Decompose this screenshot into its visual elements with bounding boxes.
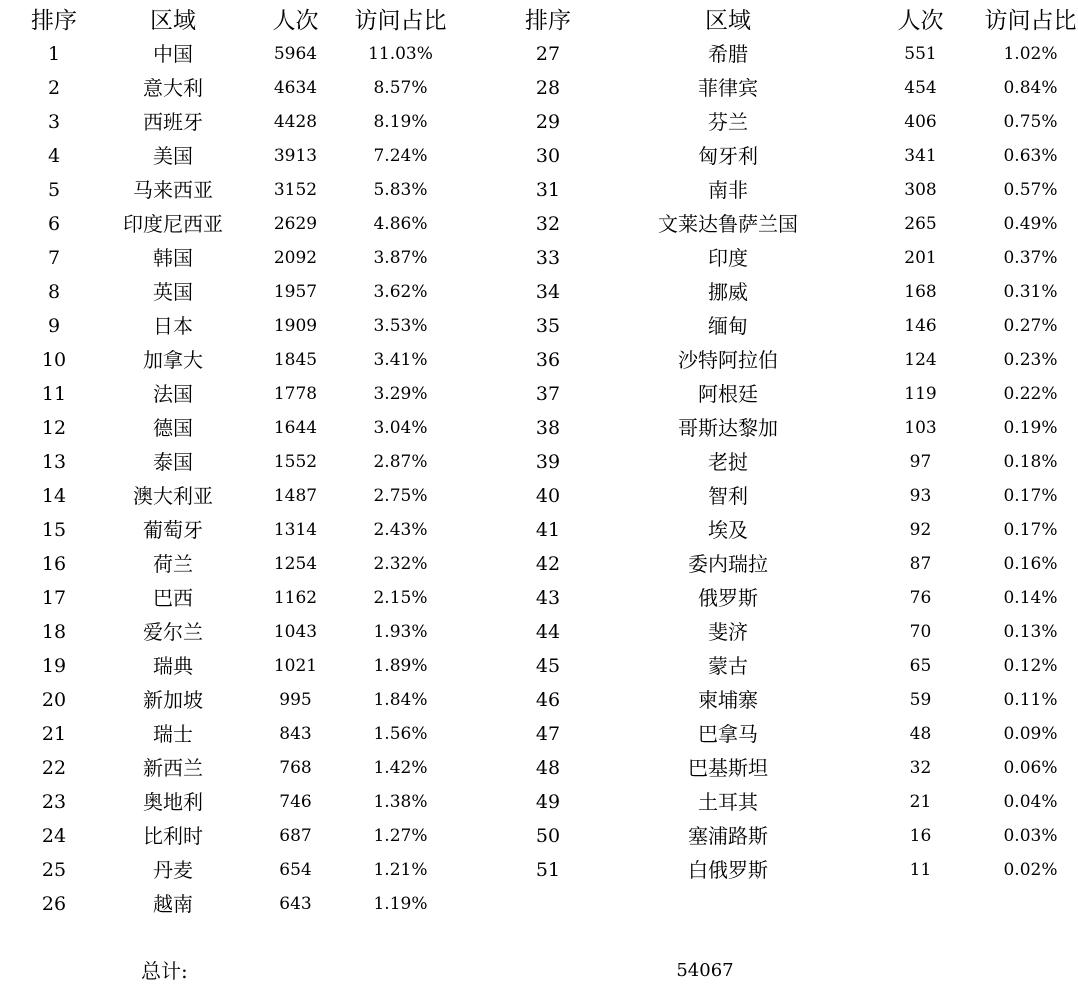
share-cell: 3.62% [373, 282, 428, 302]
region-cell: 南非 [708, 178, 748, 202]
rank-cell: 19 [41, 655, 67, 677]
rank-cell: 6 [47, 213, 61, 235]
rank-cell: 11 [41, 383, 67, 405]
region-cell: 印度 [708, 246, 748, 270]
count-cell: 1957 [273, 282, 318, 302]
rank-cell: 48 [535, 757, 561, 779]
rank-cell: 47 [535, 723, 561, 745]
share-cell: 0.19% [1003, 418, 1058, 438]
header-rank: 排序 [31, 8, 77, 34]
count-cell: 3152 [273, 180, 318, 200]
share-cell: 0.13% [1003, 622, 1058, 642]
total-value: 54067 [676, 960, 734, 981]
region-cell: 韩国 [153, 246, 193, 270]
count-cell: 168 [904, 282, 937, 302]
region-cell: 委内瑞拉 [688, 552, 768, 576]
share-cell: 1.89% [373, 656, 428, 676]
rank-cell: 44 [535, 621, 561, 643]
rank-cell: 38 [535, 417, 561, 439]
count-cell: 654 [279, 860, 312, 880]
count-cell: 146 [904, 316, 937, 336]
rank-cell: 12 [41, 417, 67, 439]
region-cell: 美国 [153, 144, 193, 168]
region-cell: 缅甸 [708, 314, 748, 338]
rank-cell: 20 [41, 689, 67, 711]
share-cell: 0.27% [1003, 316, 1058, 336]
region-cell: 丹麦 [153, 858, 193, 882]
share-cell: 2.87% [373, 452, 428, 472]
rank-cell: 46 [535, 689, 561, 711]
region-cell: 瑞典 [153, 654, 193, 678]
share-cell: 0.84% [1003, 78, 1058, 98]
rank-cell: 15 [41, 519, 67, 541]
rank-cell: 30 [535, 145, 561, 167]
share-cell: 0.63% [1003, 146, 1058, 166]
count-cell: 1487 [273, 486, 318, 506]
share-cell: 1.19% [373, 894, 428, 914]
count-cell: 406 [904, 112, 937, 132]
rank-cell: 32 [535, 213, 561, 235]
count-cell: 341 [904, 146, 937, 166]
rank-cell: 31 [535, 179, 561, 201]
region-cell: 新加坡 [143, 688, 203, 712]
region-cell: 斐济 [708, 620, 748, 644]
region-cell: 荷兰 [153, 552, 193, 576]
count-cell: 1254 [273, 554, 318, 574]
share-cell: 3.41% [373, 350, 428, 370]
share-cell: 0.75% [1003, 112, 1058, 132]
rank-cell: 49 [535, 791, 561, 813]
share-cell: 0.17% [1003, 520, 1058, 540]
count-cell: 201 [904, 248, 937, 268]
rank-cell: 9 [47, 315, 61, 337]
share-cell: 8.57% [373, 78, 428, 98]
count-cell: 308 [904, 180, 937, 200]
share-cell: 1.38% [373, 792, 428, 812]
share-cell: 1.27% [373, 826, 428, 846]
region-cell: 泰国 [153, 450, 193, 474]
region-cell: 印度尼西亚 [123, 212, 223, 236]
count-cell: 1021 [273, 656, 318, 676]
region-cell: 沙特阿拉伯 [678, 348, 778, 372]
region-cell: 巴拿马 [698, 722, 758, 746]
share-cell: 0.18% [1003, 452, 1058, 472]
rank-cell: 28 [535, 77, 561, 99]
region-cell: 挪威 [708, 280, 748, 304]
region-cell: 希腊 [708, 42, 748, 66]
region-cell: 文莱达鲁萨兰国 [658, 212, 798, 236]
rank-cell: 8 [47, 281, 61, 303]
region-cell: 柬埔寨 [698, 688, 758, 712]
count-cell: 643 [279, 894, 312, 914]
share-cell: 0.11% [1003, 690, 1058, 710]
share-cell: 1.02% [1003, 44, 1058, 64]
share-cell: 7.24% [373, 146, 428, 166]
region-cell: 德国 [153, 416, 193, 440]
rank-cell: 42 [535, 553, 561, 575]
count-cell: 1644 [273, 418, 318, 438]
region-cell: 意大利 [143, 76, 203, 100]
region-cell: 中国 [153, 42, 193, 66]
rank-cell: 43 [535, 587, 561, 609]
share-cell: 2.43% [373, 520, 428, 540]
share-cell: 0.31% [1003, 282, 1058, 302]
count-cell: 843 [279, 724, 312, 744]
share-cell: 4.86% [373, 214, 428, 234]
count-cell: 92 [909, 520, 932, 540]
rank-cell: 39 [535, 451, 561, 473]
share-cell: 1.93% [373, 622, 428, 642]
region-cell: 西班牙 [143, 110, 203, 134]
count-cell: 2092 [273, 248, 318, 268]
rank-cell: 16 [41, 553, 67, 575]
share-cell: 1.21% [373, 860, 428, 880]
region-cell: 哥斯达黎加 [678, 416, 778, 440]
rank-cell: 3 [47, 111, 61, 133]
share-cell: 0.12% [1003, 656, 1058, 676]
header-count: 人次 [897, 8, 944, 34]
count-cell: 119 [904, 384, 937, 404]
share-cell: 0.23% [1003, 350, 1058, 370]
region-cell: 老挝 [708, 450, 748, 474]
count-cell: 11 [909, 860, 932, 880]
region-cell: 法国 [153, 382, 193, 406]
region-cell: 塞浦路斯 [688, 824, 768, 848]
rank-cell: 36 [535, 349, 561, 371]
rank-cell: 18 [41, 621, 67, 643]
region-cell: 白俄罗斯 [688, 858, 768, 882]
count-cell: 124 [904, 350, 937, 370]
region-cell: 芬兰 [708, 110, 748, 134]
header-share: 访问占比 [354, 8, 447, 34]
share-cell: 0.09% [1003, 724, 1058, 744]
share-cell: 0.57% [1003, 180, 1058, 200]
count-cell: 70 [909, 622, 932, 642]
count-cell: 93 [909, 486, 932, 506]
share-cell: 5.83% [373, 180, 428, 200]
header-count: 人次 [272, 8, 319, 34]
region-cell: 阿根廷 [698, 382, 758, 406]
count-cell: 103 [904, 418, 937, 438]
region-cell: 新西兰 [143, 756, 203, 780]
region-cell: 智利 [708, 484, 748, 508]
rank-cell: 29 [535, 111, 561, 133]
count-cell: 768 [279, 758, 312, 778]
region-cell: 日本 [153, 314, 193, 338]
rank-cell: 7 [47, 247, 61, 269]
count-cell: 1845 [273, 350, 318, 370]
rank-cell: 27 [535, 43, 561, 65]
region-cell: 澳大利亚 [133, 484, 213, 508]
count-cell: 746 [279, 792, 312, 812]
rank-cell: 21 [41, 723, 67, 745]
region-cell: 俄罗斯 [698, 586, 758, 610]
count-cell: 21 [909, 792, 932, 812]
share-cell: 0.14% [1003, 588, 1058, 608]
count-cell: 48 [909, 724, 932, 744]
rank-cell: 10 [41, 349, 67, 371]
region-cell: 菲律宾 [698, 76, 758, 100]
rank-cell: 40 [535, 485, 561, 507]
rank-cell: 41 [535, 519, 561, 541]
share-cell: 3.87% [373, 248, 428, 268]
share-cell: 0.17% [1003, 486, 1058, 506]
share-cell: 0.16% [1003, 554, 1058, 574]
total-label: 总计: [141, 959, 188, 983]
region-cell: 越南 [153, 892, 193, 916]
region-cell: 爱尔兰 [143, 620, 203, 644]
share-cell: 2.75% [373, 486, 428, 506]
share-cell: 3.29% [373, 384, 428, 404]
rank-cell: 5 [47, 179, 61, 201]
count-cell: 3913 [273, 146, 318, 166]
rank-cell: 13 [41, 451, 67, 473]
header-region: 区域 [150, 8, 196, 34]
count-cell: 454 [904, 78, 937, 98]
rank-cell: 23 [41, 791, 67, 813]
share-cell: 0.04% [1003, 792, 1058, 812]
rank-cell: 25 [41, 859, 67, 881]
count-cell: 76 [909, 588, 932, 608]
header-rank: 排序 [525, 8, 571, 34]
region-cell: 巴西 [153, 586, 193, 610]
rank-cell: 51 [535, 859, 561, 881]
count-cell: 97 [909, 452, 932, 472]
rank-cell: 17 [41, 587, 67, 609]
rank-cell: 35 [535, 315, 561, 337]
count-cell: 4634 [273, 78, 318, 98]
header-share: 访问占比 [984, 8, 1077, 34]
rank-cell: 4 [47, 145, 61, 167]
share-cell: 1.56% [373, 724, 428, 744]
count-cell: 59 [909, 690, 932, 710]
count-cell: 65 [909, 656, 932, 676]
count-cell: 16 [909, 826, 932, 846]
share-cell: 0.03% [1003, 826, 1058, 846]
count-cell: 1162 [273, 588, 318, 608]
count-cell: 4428 [273, 112, 318, 132]
count-cell: 2629 [273, 214, 318, 234]
count-cell: 1778 [273, 384, 318, 404]
rank-cell: 1 [47, 43, 61, 65]
region-cell: 比利时 [143, 824, 203, 848]
header-region: 区域 [705, 8, 751, 34]
share-cell: 11.03% [368, 44, 433, 64]
count-cell: 551 [904, 44, 937, 64]
rank-cell: 22 [41, 757, 67, 779]
rank-cell: 37 [535, 383, 561, 405]
count-cell: 1909 [273, 316, 318, 336]
count-cell: 87 [909, 554, 932, 574]
count-cell: 687 [279, 826, 312, 846]
share-cell: 0.22% [1003, 384, 1058, 404]
region-cell: 巴基斯坦 [688, 756, 768, 780]
share-cell: 3.53% [373, 316, 428, 336]
region-cell: 马来西亚 [133, 178, 213, 202]
share-cell: 3.04% [373, 418, 428, 438]
share-cell: 8.19% [373, 112, 428, 132]
share-cell: 0.06% [1003, 758, 1058, 778]
region-cell: 匈牙利 [698, 144, 758, 168]
region-cell: 奥地利 [143, 790, 203, 814]
region-cell: 蒙古 [708, 654, 748, 678]
share-cell: 1.84% [373, 690, 428, 710]
count-cell: 1552 [273, 452, 318, 472]
count-cell: 265 [904, 214, 937, 234]
share-cell: 0.49% [1003, 214, 1058, 234]
rank-cell: 45 [535, 655, 561, 677]
region-cell: 英国 [153, 280, 193, 304]
count-cell: 1043 [273, 622, 318, 642]
count-cell: 995 [279, 690, 312, 710]
region-cell: 埃及 [708, 518, 748, 542]
share-cell: 1.42% [373, 758, 428, 778]
share-cell: 2.15% [373, 588, 428, 608]
rank-cell: 2 [47, 77, 61, 99]
count-cell: 32 [909, 758, 932, 778]
rank-cell: 24 [41, 825, 67, 847]
region-cell: 瑞士 [153, 722, 193, 746]
region-cell: 土耳其 [698, 790, 758, 814]
rank-cell: 33 [535, 247, 561, 269]
region-cell: 加拿大 [143, 348, 203, 372]
rank-cell: 14 [41, 485, 67, 507]
share-cell: 0.02% [1003, 860, 1058, 880]
count-cell: 1314 [273, 520, 318, 540]
rank-cell: 34 [535, 281, 561, 303]
share-cell: 0.37% [1003, 248, 1058, 268]
count-cell: 5964 [273, 44, 318, 64]
rank-cell: 50 [535, 825, 561, 847]
region-cell: 葡萄牙 [143, 518, 203, 542]
share-cell: 2.32% [373, 554, 428, 574]
rank-cell: 26 [41, 893, 67, 915]
